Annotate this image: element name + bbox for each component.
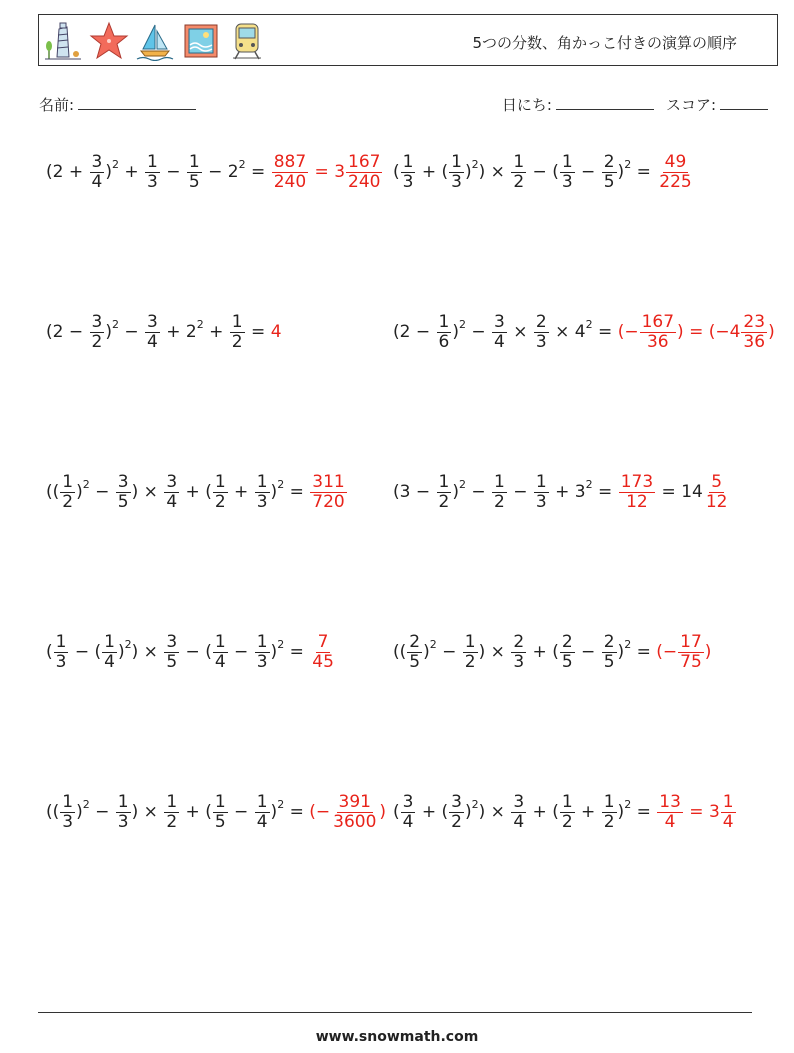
expression-text: − [89,802,115,822]
expression-text: − [118,322,145,342]
expression-text: − [507,482,533,502]
numerator: 1 [438,471,450,492]
answer-text: = 3 [309,162,346,182]
expression-text: − [160,162,186,182]
expression-text: ) [452,322,459,342]
numerator: 1 [722,791,734,812]
denominator: 5 [188,171,200,192]
fraction [602,793,617,832]
expression-text: = [631,162,657,182]
header-icons [43,19,267,63]
fraction [560,633,575,672]
expression-text: + 3 [549,482,586,502]
denominator: 4 [513,811,525,832]
exponent: 2 [111,157,119,171]
expression-text: ( [46,642,53,662]
denominator: 5 [117,491,129,512]
expression-text: × [507,322,533,342]
expression-text: − 2 [202,162,239,182]
numerator: 1 [166,791,178,812]
answer-fraction [331,793,378,832]
numerator: 1 [535,471,547,492]
denominator: 3 [256,651,268,672]
numerator: 3 [91,311,103,332]
answer-fraction [640,313,676,352]
denominator: 5 [603,171,615,192]
expression-text: + ( [416,802,449,822]
expression-text: + ( [416,162,449,182]
footer-divider [38,1012,752,1013]
numerator: 1 [256,791,268,812]
expression-text: = [592,322,618,342]
exponent: 2 [196,317,204,331]
denominator: 3 [402,171,414,192]
denominator: 3 [62,811,74,832]
denominator: 240 [348,171,381,192]
fraction [560,153,575,192]
numerator: 391 [338,791,371,812]
numerator: 167 [641,311,675,332]
date-blank[interactable] [556,95,654,110]
denominator: 4 [494,331,505,352]
expression-text: ( [393,162,400,182]
denominator: 240 [273,171,307,192]
fraction [511,153,526,192]
numerator: 1 [214,471,226,492]
numerator: 1 [188,151,200,172]
fraction [463,633,478,672]
answer-fraction [678,633,704,672]
expression-text: = [245,322,271,342]
denominator: 3 [256,491,268,512]
expression-text: (2 + [46,162,89,182]
problem-2 [393,144,695,200]
answer-text: 4 [270,322,282,342]
fraction [187,153,202,192]
expression-text: (2 − [46,322,89,342]
numerator: 1 [256,631,268,652]
denominator: 3600 [333,811,377,832]
fraction [449,153,464,192]
fraction [511,793,526,832]
answer-text: ) = (−4 [677,322,741,342]
denominator: 2 [513,171,525,192]
name-blank[interactable] [78,95,196,110]
expression-text: ) [105,322,112,342]
exponent: 2 [458,477,466,491]
denominator: 12 [705,491,728,512]
denominator: 5 [409,651,421,672]
starfish-icon [89,21,129,61]
numerator: 1 [117,791,129,812]
expression-text: − ( [527,162,559,182]
expression-text: − [228,802,254,822]
numerator: 1 [55,631,67,652]
denominator: 2 [214,491,226,512]
fraction [560,793,575,832]
denominator: 3 [147,171,158,192]
fraction [437,473,452,512]
denominator: 4 [91,171,103,192]
numerator: 3 [451,791,462,812]
expression-text: ) × [131,802,164,822]
footer-url: www.snowmath.com [315,1029,479,1045]
expression-text: + [575,802,601,822]
picture-icon [181,21,221,61]
exponent: 2 [429,637,437,651]
answer-text: ) [704,642,712,662]
expression-text: = 14 [656,482,703,502]
answer-fraction [346,153,382,192]
expression-text: ) [76,802,83,822]
numerator: 3 [147,311,158,332]
expression-text: − [465,482,492,502]
fraction [255,633,270,672]
fraction [213,793,228,832]
expression-text: − [575,642,601,662]
tower-icon [43,21,83,61]
expression-text: + ( [180,482,212,502]
expression-text: (2 − [393,322,436,342]
denominator: 2 [494,491,505,512]
denominator: 4 [166,491,178,512]
expression-text: = [631,642,657,662]
denominator: 4 [402,811,414,832]
exponent: 2 [111,317,119,331]
answer-fraction [310,473,346,512]
date-label: 日にち: [501,96,552,114]
expression-text: = [284,642,310,662]
denominator: 3 [513,651,525,672]
expression-text: ) × [478,802,511,822]
denominator: 2 [603,811,615,832]
denominator: 720 [312,491,345,512]
denominator: 2 [166,811,178,832]
denominator: 12 [626,491,648,512]
denominator: 3 [535,491,547,512]
numerator: 2 [561,631,573,652]
numerator: 1 [603,791,615,812]
numerator: 3 [166,631,178,652]
expression-text: (( [393,642,407,662]
problem-3 [46,304,282,360]
denominator: 2 [451,811,462,832]
numerator: 3 [513,791,525,812]
expression-text: + [118,162,145,182]
answer-fraction [741,313,767,352]
numerator: 3 [166,471,178,492]
problem-9 [46,784,386,840]
denominator: 4 [104,651,115,672]
expression-text: ) × [131,642,164,662]
denominator: 75 [680,651,702,672]
fraction [492,473,507,512]
numerator: 1 [62,471,74,492]
expression-text: − [575,162,601,182]
fraction [116,473,131,512]
numerator: 1 [62,791,74,812]
numerator: 1 [231,311,243,332]
score-label: スコア: [665,96,716,114]
exponent: 2 [82,477,90,491]
answer-text: ) [768,322,775,342]
problem-4 [393,304,775,360]
denominator: 2 [231,331,243,352]
expression-text: − [89,482,115,502]
expression-text: ) [617,642,625,662]
fraction [492,313,507,352]
expression-text: = [284,802,310,822]
problem-7 [46,624,337,680]
expression-text: ( [393,802,400,822]
expression-text: (3 − [393,482,436,502]
fraction [164,793,179,832]
expression-text: ) [117,642,125,662]
expression-text: − ( [180,642,212,662]
expression-text: ) [76,482,83,502]
expression-text: ) [270,482,278,502]
denominator: 4 [664,811,676,832]
exponent: 2 [82,797,90,811]
expression-text: − ( [69,642,102,662]
fraction [60,473,75,512]
fraction [401,793,416,832]
answer-fraction [619,473,655,512]
numerator: 1 [561,791,573,812]
name-field [39,94,196,115]
expression-text: + ( [527,642,559,662]
denominator: 3 [55,651,67,672]
expression-text: ) [270,642,278,662]
denominator: 3 [451,171,462,192]
fraction [90,313,105,352]
fraction [401,153,416,192]
denominator: 36 [743,331,766,352]
fraction [213,633,228,672]
numerator: 7 [317,631,329,652]
fraction [407,633,422,672]
expression-text: ) [464,162,472,182]
expression-text: ) [423,642,430,662]
numerator: 3 [117,471,129,492]
expression-text: + [203,322,229,342]
denominator: 2 [464,651,476,672]
expression-text: ) [105,162,112,182]
numerator: 1 [561,151,573,172]
numerator: 1 [494,471,505,492]
numerator: 5 [711,471,723,492]
expression-text: = [284,482,310,502]
numerator: 1 [147,151,158,172]
denominator: 2 [91,331,103,352]
numerator: 2 [603,631,615,652]
exponent: 2 [277,797,285,811]
exponent: 2 [624,157,632,171]
fraction [255,473,270,512]
expression-text: ) [452,482,459,502]
denominator: 2 [438,491,450,512]
expression-text: − [228,642,254,662]
numerator: 1 [214,791,226,812]
numerator: 1 [513,151,525,172]
denominator: 3 [561,171,573,192]
expression-text: − [465,322,492,342]
fraction [90,153,105,192]
exponent: 2 [624,637,632,651]
exponent: 2 [277,637,285,651]
sailboat-icon [135,21,175,61]
exponent: 2 [124,637,132,651]
denominator: 45 [312,651,334,672]
answer-fraction [704,473,730,512]
expression-text: − [436,642,462,662]
numerator: 13 [659,791,681,812]
fraction [145,153,160,192]
expression-text: = [631,802,657,822]
numerator: 2 [603,151,615,172]
expression-text: ) × [131,482,164,502]
answer-text: = 3 [683,802,720,822]
fraction [255,793,270,832]
fraction [116,793,131,832]
problem-5 [46,464,348,520]
fraction [164,633,179,672]
problem-6 [393,464,730,520]
fraction [213,473,228,512]
expression-text: + ( [527,802,559,822]
numerator: 311 [312,471,345,492]
fraction [602,153,617,192]
denominator: 4 [256,811,268,832]
numerator: 17 [680,631,702,652]
expression-text: ) [617,162,625,182]
name-label: 名前: [39,96,75,114]
fraction [145,313,160,352]
exponent: 2 [277,477,285,491]
denominator: 4 [722,811,734,832]
expression-text: ) [617,802,625,822]
expression-text: + ( [180,802,212,822]
denominator: 2 [62,491,74,512]
numerator: 167 [348,151,381,172]
expression-text: = [245,162,271,182]
denominator: 5 [561,651,573,672]
expression-text: (( [46,482,60,502]
expression-text: = [592,482,618,502]
answer-text: (− [656,642,678,662]
numerator: 3 [91,151,103,172]
fraction [164,473,179,512]
numerator: 1 [402,151,414,172]
expression-text: ) × [478,162,511,182]
denominator: 36 [646,331,669,352]
expression-text: + [228,482,254,502]
problem-8 [393,624,711,680]
expression-text: × 4 [549,322,586,342]
numerator: 1 [256,471,268,492]
numerator: 23 [743,311,766,332]
answer-text: (− [309,802,331,822]
fraction [534,313,549,352]
exponent: 2 [624,797,632,811]
numerator: 2 [535,311,547,332]
answer-fraction [657,153,693,192]
answer-fraction [657,793,683,832]
exponent: 2 [471,797,479,811]
answer-fraction [721,793,736,832]
fraction [60,793,75,832]
numerator: 887 [273,151,307,172]
answer-text: ) [379,802,387,822]
denominator: 6 [438,331,450,352]
expression-text: + 2 [160,322,197,342]
answer-fraction [310,633,336,672]
fraction [602,633,617,672]
problem-10 [393,784,737,840]
expression-text: ) [464,802,472,822]
exponent: 2 [458,317,466,331]
fraction [54,633,69,672]
denominator: 2 [561,811,573,832]
numerator: 3 [494,311,505,332]
numerator: 1 [104,631,115,652]
numerator: 1 [451,151,462,172]
score-blank[interactable] [720,95,768,110]
numerator: 2 [513,631,525,652]
numerator: 1 [464,631,476,652]
expression-text: ) × [478,642,511,662]
expression-text: ) [270,802,278,822]
train-icon [227,21,267,61]
numerator: 49 [664,151,687,172]
fraction [230,313,245,352]
worksheet-header [38,14,778,66]
denominator: 3 [117,811,129,832]
answer-fraction [272,153,308,192]
exponent: 2 [238,157,246,171]
answer-text: (− [617,322,639,342]
fraction [437,313,452,352]
denominator: 4 [147,331,158,352]
exponent: 2 [471,157,479,171]
numerator: 1 [438,311,450,332]
fraction [511,633,526,672]
denominator: 5 [214,811,226,832]
exponent: 2 [585,477,593,491]
fraction [534,473,549,512]
problem-1 [46,144,383,200]
numerator: 173 [620,471,654,492]
denominator: 4 [214,651,226,672]
numerator: 1 [214,631,226,652]
fraction [102,633,117,672]
denominator: 5 [166,651,178,672]
numerator: 3 [402,791,414,812]
fraction [449,793,464,832]
numerator: 2 [409,631,421,652]
expression-text: (( [46,802,60,822]
denominator: 3 [535,331,547,352]
denominator: 5 [603,651,615,672]
worksheet-title: 5つの分数、角かっこ付きの演算の順序 [472,34,737,52]
exponent: 2 [585,317,593,331]
date-score-fields [502,94,768,115]
denominator: 225 [659,171,692,192]
